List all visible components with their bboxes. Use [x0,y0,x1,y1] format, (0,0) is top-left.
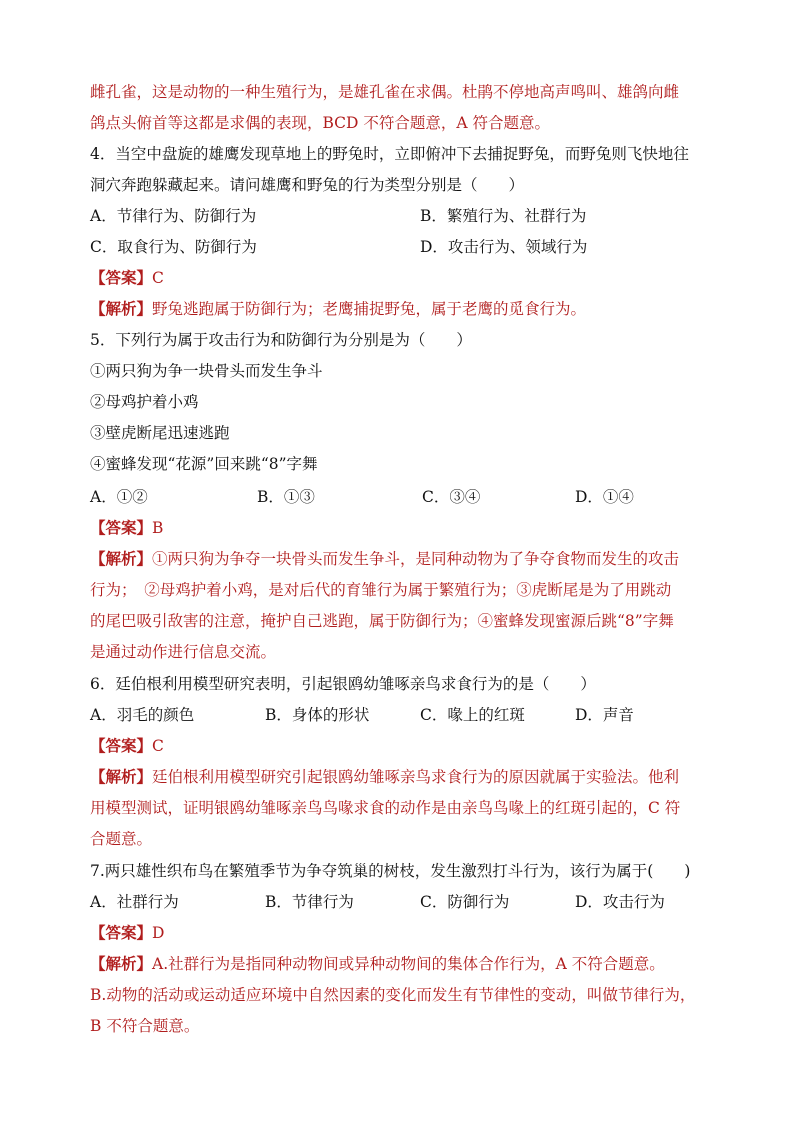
q4-answer-value: C [152,269,164,287]
q7-stem: 7.两只雄性织布鸟在繁殖季节为争夺筑巢的树枝，发生激烈打斗行为，该行为属于( ) [90,862,691,880]
q5-item-2: ②母鸡护着小鸡 [90,393,199,411]
q5-option-c: C．③④ [422,488,481,506]
q4-option-a: A．节律行为、防御行为 [90,207,257,225]
q5-options-row [90,485,720,509]
q4-options-row-2 [90,235,720,259]
q6-stem: 6．廷伯根利用模型研究表明，引起银鸥幼雏啄亲鸟求食行为的是（ ） [90,675,596,693]
q4-stem-line-2: 洞穴奔跑躲藏起来。请问雄鹰和野兔的行为类型分别是（ ） [90,176,525,194]
q6-option-b: B．身体的形状 [265,706,370,724]
intro-line-1: 雌孔雀，这是动物的一种生殖行为，是雄孔雀在求偶。杜鹃不停地高声鸣叫、雄鸽向雌 [90,83,680,101]
answer-tag: 【答案】 [90,923,153,942]
q5-analysis-line-3: 的尾巴吸引敌害的注意，掩护自己逃跑，属于防御行为；④蜜蜂发现蜜源后跳“8”字舞 [90,612,674,630]
q5-analysis-text: ①两只狗为争夺一块骨头而发生争斗，是同种动物为了争夺食物而发生的攻击 [152,550,680,568]
q7-analysis-line-1 [90,952,665,976]
q5-answer [90,516,163,540]
q4-stem-line-1: 4．当空中盘旋的雄鹰发现草地上的野兔时，立即俯冲下去捕捉野兔，而野兔则飞快地往 [90,145,689,163]
q6-option-d: D．声音 [575,706,634,724]
q5-analysis-line-2: 行为； ②母鸡护着小鸡，是对后代的育雏行为属于繁殖行为；③虎断尾是为了用跳动 [90,581,672,599]
q6-option-c: C．喙上的红斑 [420,706,525,724]
q7-answer-value: D [152,924,165,942]
q5-option-b: B．①③ [257,488,315,506]
q7-option-b: B．节律行为 [265,893,354,911]
q6-options-row [90,703,720,727]
q5-item-4: ④蜜蜂发现“花源”回来跳“8”字舞 [90,455,318,473]
intro-line-2: 鸽点头俯首等这都是求偶的表现，BCD 不符合题意，A 符合题意。 [90,114,551,132]
q6-analysis-text: 廷伯根利用模型研究引起银鸥幼雏啄亲鸟求食行为的原因就属于实验法。他利 [152,768,680,786]
q7-option-c: C．防御行为 [420,893,510,911]
q7-options-row [90,890,720,914]
q6-answer [90,734,164,758]
q6-analysis-line-1 [90,765,679,789]
q7-analysis-text: A.社群行为是指同种动物间或异种动物间的集体合作行为，A 不符合题意。 [152,955,665,973]
analysis-tag: 【解析】 [90,299,153,318]
analysis-tag: 【解析】 [90,549,153,568]
q6-option-a: A．羽毛的颜色 [90,706,195,724]
q5-option-d: D．①④ [575,488,634,506]
q7-option-a: A．社群行为 [90,893,179,911]
q5-option-a: A．①② [90,488,148,506]
q4-analysis-text: 野兔逃跑属于防御行为；老鹰捕捉野兔，属于老鹰的觅食行为。 [152,300,587,318]
analysis-tag: 【解析】 [90,767,153,786]
answer-tag: 【答案】 [90,518,153,537]
q5-item-1: ①两只狗为争一块骨头而发生争斗 [90,362,323,380]
q7-option-d: D．攻击行为 [575,893,665,911]
q7-analysis-line-2: B.动物的活动或运动适应环境中自然因素的变化而发生有节律性的变动，叫做节律行为， [90,986,696,1004]
q6-analysis-line-2: 用模型测试，证明银鸥幼雏啄亲鸟鸟喙求食的动作是由亲鸟鸟喙上的红斑引起的，C 符 [90,799,681,817]
q4-option-b: B．繁殖行为、社群行为 [420,207,587,225]
q6-analysis-line-3: 合题意。 [90,830,153,848]
q7-answer [90,921,164,945]
q5-item-3: ③壁虎断尾迅速逃跑 [90,424,230,442]
q6-answer-value: C [152,737,164,755]
q4-analysis [90,297,586,321]
q7-analysis-line-3: B 不符合题意。 [90,1017,200,1035]
analysis-tag: 【解析】 [90,954,153,973]
answer-tag: 【答案】 [90,268,153,287]
q5-answer-value: B [152,519,164,537]
q4-option-d: D．攻击行为、领域行为 [420,238,588,256]
q4-options-row-1 [90,204,720,228]
q5-stem: 5．下列行为属于攻击行为和防御行为分别是为（ ） [90,331,472,349]
answer-tag: 【答案】 [90,736,153,755]
q4-answer [90,266,164,290]
q4-option-c: C．取食行为、防御行为 [90,238,257,256]
q5-analysis-line-4: 是通过动作进行信息交流。 [90,643,277,661]
q5-analysis-line-1 [90,547,679,571]
